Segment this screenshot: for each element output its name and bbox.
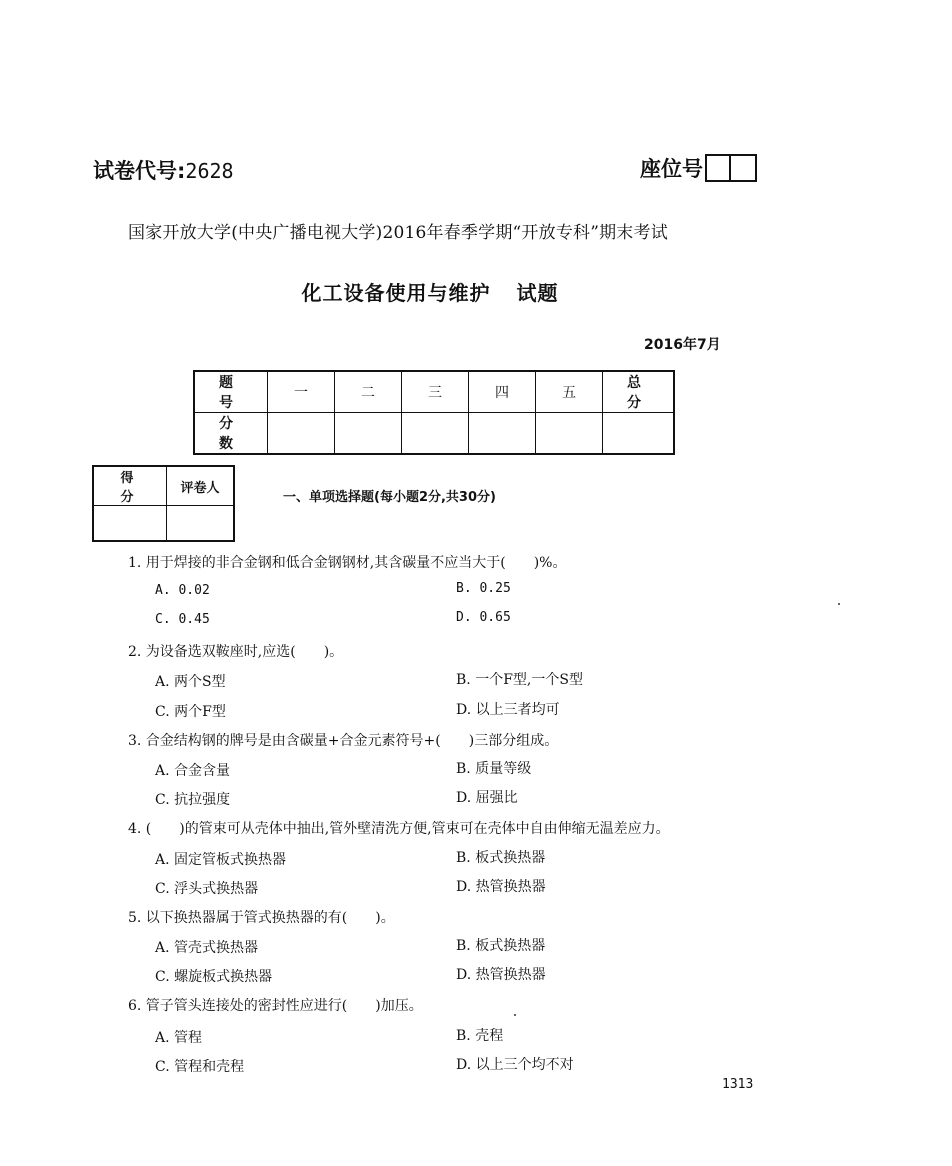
paper-code: [93, 155, 234, 185]
paper-code-label: 试卷代号:: [93, 159, 186, 183]
question-4-option-b: B. 板式换热器: [456, 850, 546, 866]
score-table-score-row: [194, 413, 674, 455]
score-table-header-row: [194, 371, 674, 413]
grader-name-cell[interactable]: [167, 506, 235, 542]
score-table-col-5: 五: [536, 371, 603, 413]
score-table-score-label: 分 数: [194, 413, 268, 455]
seat-number: [640, 153, 757, 183]
score-cell[interactable]: [469, 413, 536, 455]
question-6-option-c: C. 管程和壳程: [155, 1059, 245, 1075]
score-table-col-1: 一: [268, 371, 335, 413]
question-6-option-b: B. 壳程: [456, 1028, 504, 1044]
scan-speck: [514, 1014, 516, 1016]
question-2-option-b: B. 一个F型,一个S型: [456, 672, 583, 688]
scan-speck: [838, 603, 840, 605]
grader-score-label: 得 分: [93, 466, 167, 506]
subject-suffix: 试题: [516, 281, 559, 305]
question-5-option-a: A. 管壳式换热器: [155, 940, 259, 956]
question-6-option-a: A. 管程: [155, 1030, 203, 1046]
question-6-stem: 6. 管子管头连接处的密封性应进行( )加压。: [128, 998, 423, 1014]
question-2-option-a: A. 两个S型: [155, 674, 226, 690]
question-1-option-a: A. 0.02: [155, 583, 210, 598]
question-5-stem: 5. 以下换热器属于管式换热器的有( )。: [128, 910, 395, 926]
section-heading: 一、单项选择题(每小题2分,共30分): [283, 490, 496, 505]
question-1-stem: 1. 用于焊接的非合金钢和低合金钢钢材,其含碳量不应当大于( )%。: [128, 555, 567, 571]
score-table-col-2: 二: [335, 371, 402, 413]
question-4-stem: 4. ( )的管束可从壳体中抽出,管外壁清洗方便,管束可在壳体中自由伸缩无温差应力。: [128, 821, 670, 837]
score-cell[interactable]: [268, 413, 335, 455]
score-cell-total[interactable]: [603, 413, 675, 455]
question-1-option-d: D. 0.65: [456, 610, 511, 625]
question-2-option-d: D. 以上三者均可: [456, 702, 560, 718]
score-cell[interactable]: [335, 413, 402, 455]
question-1-option-c: C. 0.45: [155, 612, 210, 627]
question-4-option-c: C. 浮头式换热器: [155, 881, 259, 897]
page-number: 1313: [722, 1077, 754, 1092]
question-2-option-c: C. 两个F型: [155, 704, 226, 720]
score-table-col-total: 总 分: [603, 371, 675, 413]
grader-name-label: 评卷人: [167, 466, 235, 506]
question-5-option-c: C. 螺旋板式换热器: [155, 969, 273, 985]
question-6-option-d: D. 以上三个均不对: [456, 1057, 574, 1073]
grader-table-header-row: [93, 466, 234, 506]
question-2-stem: 2. 为设备选双鞍座时,应选( )。: [128, 644, 344, 660]
score-cell[interactable]: [402, 413, 469, 455]
score-cell[interactable]: [536, 413, 603, 455]
score-table-col-4: 四: [469, 371, 536, 413]
question-5-option-d: D. 热管换热器: [456, 967, 546, 983]
subject-title: [0, 277, 860, 306]
paper-code-value: 2628: [185, 159, 234, 183]
score-table-col-3: 三: [402, 371, 469, 413]
seat-number-box[interactable]: [705, 154, 757, 182]
grader-table: [92, 465, 235, 542]
seat-number-label: 座位号: [640, 157, 703, 181]
question-5-option-b: B. 板式换热器: [456, 938, 546, 954]
exam-title: 国家开放大学(中央广播电视大学)2016年春季学期“开放专科”期末考试: [128, 223, 668, 243]
question-1-option-b: B. 0.25: [456, 581, 511, 596]
question-3-option-c: C. 抗拉强度: [155, 792, 231, 808]
question-3-stem: 3. 合金结构钢的牌号是由含碳量+合金元素符号+( )三部分组成。: [128, 733, 559, 749]
question-4-option-d: D. 热管换热器: [456, 879, 546, 895]
grader-score-cell[interactable]: [93, 506, 167, 542]
subject-name: 化工设备使用与维护: [301, 281, 491, 305]
question-4-option-a: A. 固定管板式换热器: [155, 852, 287, 868]
question-3-option-a: A. 合金含量: [155, 763, 231, 779]
question-3-option-b: B. 质量等级: [456, 761, 532, 777]
exam-date: 2016年7月: [644, 337, 721, 353]
score-table: [193, 370, 675, 455]
grader-table-entry-row: [93, 506, 234, 542]
question-3-option-d: D. 屈强比: [456, 790, 518, 806]
score-table-header-label: 题 号: [194, 371, 268, 413]
